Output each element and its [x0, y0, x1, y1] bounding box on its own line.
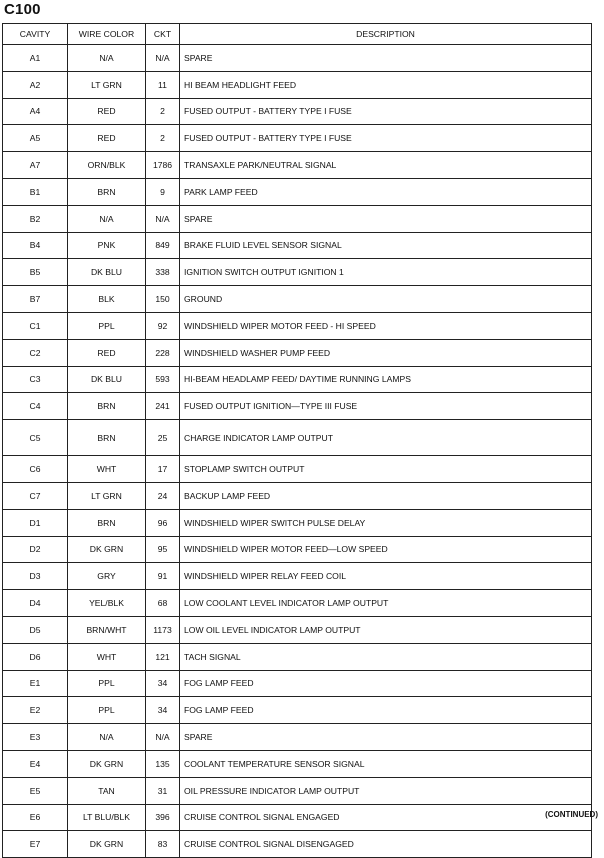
cavity-cell: A7 — [3, 152, 68, 179]
wire-color-cell: BRN — [68, 393, 146, 420]
description-cell: HI BEAM HEADLIGHT FEED — [180, 71, 592, 98]
cavity-cell: D3 — [3, 563, 68, 590]
table-row — [3, 259, 592, 286]
description-cell: FOG LAMP FEED — [180, 670, 592, 697]
description-cell: GROUND — [180, 286, 592, 313]
ckt-cell: 25 — [146, 420, 180, 456]
ckt-cell: 121 — [146, 643, 180, 670]
table-row — [3, 563, 592, 590]
wire-color-cell: DK GRN — [68, 536, 146, 563]
wire-color-cell: LT BLU/BLK — [68, 804, 146, 831]
table-row — [3, 670, 592, 697]
wire-color-cell: BLK — [68, 286, 146, 313]
ckt-cell: 241 — [146, 393, 180, 420]
header-wire-color: WIRE COLOR — [68, 24, 146, 45]
wire-color-cell: ORN/BLK — [68, 152, 146, 179]
wire-color-cell: LT GRN — [68, 482, 146, 509]
wire-color-cell: DK GRN — [68, 831, 146, 858]
cavity-cell: B4 — [3, 232, 68, 259]
cavity-cell: E7 — [3, 831, 68, 858]
table-row — [3, 393, 592, 420]
ckt-cell: 150 — [146, 286, 180, 313]
cavity-cell: C6 — [3, 456, 68, 483]
ckt-cell: 11 — [146, 71, 180, 98]
ckt-cell: N/A — [146, 45, 180, 72]
description-cell: PARK LAMP FEED — [180, 178, 592, 205]
description-cell: STOPLAMP SWITCH OUTPUT — [180, 456, 592, 483]
table-row — [3, 509, 592, 536]
wire-color-cell: BRN — [68, 178, 146, 205]
cavity-cell: C5 — [3, 420, 68, 456]
table-row — [3, 536, 592, 563]
ckt-cell: 34 — [146, 697, 180, 724]
ckt-cell: 849 — [146, 232, 180, 259]
table-row — [3, 152, 592, 179]
cavity-cell: E3 — [3, 724, 68, 751]
description-cell: HI-BEAM HEADLAMP FEED/ DAYTIME RUNNING LAMPS — [180, 366, 592, 393]
ckt-cell: 83 — [146, 831, 180, 858]
cavity-cell: E2 — [3, 697, 68, 724]
wire-color-cell: WHT — [68, 643, 146, 670]
cavity-cell: B2 — [3, 205, 68, 232]
description-cell: FOG LAMP FEED — [180, 697, 592, 724]
description-cell: WINDSHIELD WASHER PUMP FEED — [180, 339, 592, 366]
description-cell: CRUISE CONTROL SIGNAL DISENGAGED — [180, 831, 592, 858]
table-row — [3, 643, 592, 670]
wire-color-cell: YEL/BLK — [68, 590, 146, 617]
description-cell: TACH SIGNAL — [180, 643, 592, 670]
connector-title: C100 — [4, 1, 41, 18]
cavity-cell: C4 — [3, 393, 68, 420]
ckt-cell: N/A — [146, 724, 180, 751]
cavity-cell: C3 — [3, 366, 68, 393]
table-row — [3, 366, 592, 393]
wire-color-cell: PPL — [68, 697, 146, 724]
table-row — [3, 724, 592, 751]
table-row — [3, 831, 592, 858]
ckt-cell: 135 — [146, 750, 180, 777]
continued-label: (CONTINUED) — [545, 810, 598, 819]
cavity-cell: D5 — [3, 616, 68, 643]
cavity-cell: A4 — [3, 98, 68, 125]
table-row — [3, 750, 592, 777]
wire-color-cell: DK BLU — [68, 259, 146, 286]
description-cell: IGNITION SWITCH OUTPUT IGNITION 1 — [180, 259, 592, 286]
ckt-cell: 96 — [146, 509, 180, 536]
wire-color-cell: N/A — [68, 45, 146, 72]
wire-color-cell: DK GRN — [68, 750, 146, 777]
header-description: DESCRIPTION — [180, 24, 592, 45]
description-cell: WINDSHIELD WIPER SWITCH PULSE DELAY — [180, 509, 592, 536]
ckt-cell: 91 — [146, 563, 180, 590]
wire-color-cell: BRN — [68, 509, 146, 536]
cavity-cell: D6 — [3, 643, 68, 670]
wire-color-cell: PPL — [68, 670, 146, 697]
ckt-cell: 593 — [146, 366, 180, 393]
wire-color-cell: RED — [68, 125, 146, 152]
table-row — [3, 420, 592, 456]
wire-color-cell: PNK — [68, 232, 146, 259]
description-cell: SPARE — [180, 724, 592, 751]
ckt-cell: 1173 — [146, 616, 180, 643]
description-cell: FUSED OUTPUT IGNITION—TYPE III FUSE — [180, 393, 592, 420]
cavity-cell: A2 — [3, 71, 68, 98]
description-cell: COOLANT TEMPERATURE SENSOR SIGNAL — [180, 750, 592, 777]
header-row — [3, 24, 592, 45]
description-cell: LOW COOLANT LEVEL INDICATOR LAMP OUTPUT — [180, 590, 592, 617]
wire-color-cell: BRN — [68, 420, 146, 456]
cavity-cell: C7 — [3, 482, 68, 509]
cavity-cell: E4 — [3, 750, 68, 777]
ckt-cell: 228 — [146, 339, 180, 366]
wire-color-cell: N/A — [68, 724, 146, 751]
description-cell: BACKUP LAMP FEED — [180, 482, 592, 509]
cavity-cell: E1 — [3, 670, 68, 697]
description-cell: FUSED OUTPUT - BATTERY TYPE I FUSE — [180, 125, 592, 152]
cavity-cell: A5 — [3, 125, 68, 152]
header-cavity: CAVITY — [3, 24, 68, 45]
cavity-cell: D2 — [3, 536, 68, 563]
description-cell: SPARE — [180, 45, 592, 72]
pinout-table — [2, 23, 592, 858]
table-row — [3, 286, 592, 313]
table-row — [3, 804, 592, 831]
header-ckt: CKT — [146, 24, 180, 45]
table-row — [3, 125, 592, 152]
description-cell: BRAKE FLUID LEVEL SENSOR SIGNAL — [180, 232, 592, 259]
description-cell: WINDSHIELD WIPER RELAY FEED COIL — [180, 563, 592, 590]
ckt-cell: 17 — [146, 456, 180, 483]
table-row — [3, 777, 592, 804]
table-row — [3, 590, 592, 617]
cavity-cell: D4 — [3, 590, 68, 617]
cavity-cell: C2 — [3, 339, 68, 366]
cavity-cell: B1 — [3, 178, 68, 205]
wire-color-cell: N/A — [68, 205, 146, 232]
description-cell: CRUISE CONTROL SIGNAL ENGAGED — [180, 804, 592, 831]
description-cell: FUSED OUTPUT - BATTERY TYPE I FUSE — [180, 98, 592, 125]
ckt-cell: 92 — [146, 312, 180, 339]
description-cell: OIL PRESSURE INDICATOR LAMP OUTPUT — [180, 777, 592, 804]
wire-color-cell: BRN/WHT — [68, 616, 146, 643]
wire-color-cell: TAN — [68, 777, 146, 804]
cavity-cell: D1 — [3, 509, 68, 536]
ckt-cell: 68 — [146, 590, 180, 617]
table-row — [3, 232, 592, 259]
table-row — [3, 71, 592, 98]
ckt-cell: 31 — [146, 777, 180, 804]
table-row — [3, 98, 592, 125]
description-cell: CHARGE INDICATOR LAMP OUTPUT — [180, 420, 592, 456]
wire-color-cell: RED — [68, 98, 146, 125]
cavity-cell: E6 — [3, 804, 68, 831]
cavity-cell: A1 — [3, 45, 68, 72]
table-row — [3, 616, 592, 643]
description-cell: WINDSHIELD WIPER MOTOR FEED - HI SPEED — [180, 312, 592, 339]
cavity-cell: C1 — [3, 312, 68, 339]
ckt-cell: 2 — [146, 98, 180, 125]
ckt-cell: 338 — [146, 259, 180, 286]
wire-color-cell: WHT — [68, 456, 146, 483]
wire-color-cell: GRY — [68, 563, 146, 590]
ckt-cell: 1786 — [146, 152, 180, 179]
wire-color-cell: DK BLU — [68, 366, 146, 393]
wire-color-cell: LT GRN — [68, 71, 146, 98]
table-row — [3, 697, 592, 724]
description-cell: LOW OIL LEVEL INDICATOR LAMP OUTPUT — [180, 616, 592, 643]
ckt-cell: 95 — [146, 536, 180, 563]
ckt-cell: 34 — [146, 670, 180, 697]
description-cell: TRANSAXLE PARK/NEUTRAL SIGNAL — [180, 152, 592, 179]
table-row — [3, 312, 592, 339]
table-row — [3, 456, 592, 483]
table-row — [3, 45, 592, 72]
ckt-cell: 9 — [146, 178, 180, 205]
ckt-cell: N/A — [146, 205, 180, 232]
table-row — [3, 339, 592, 366]
description-cell: SPARE — [180, 205, 592, 232]
wire-color-cell: RED — [68, 339, 146, 366]
table-row — [3, 205, 592, 232]
table-row — [3, 178, 592, 205]
cavity-cell: B5 — [3, 259, 68, 286]
table-row — [3, 482, 592, 509]
ckt-cell: 396 — [146, 804, 180, 831]
wire-color-cell: PPL — [68, 312, 146, 339]
ckt-cell: 24 — [146, 482, 180, 509]
description-cell: WINDSHIELD WIPER MOTOR FEED—LOW SPEED — [180, 536, 592, 563]
ckt-cell: 2 — [146, 125, 180, 152]
cavity-cell: B7 — [3, 286, 68, 313]
cavity-cell: E5 — [3, 777, 68, 804]
